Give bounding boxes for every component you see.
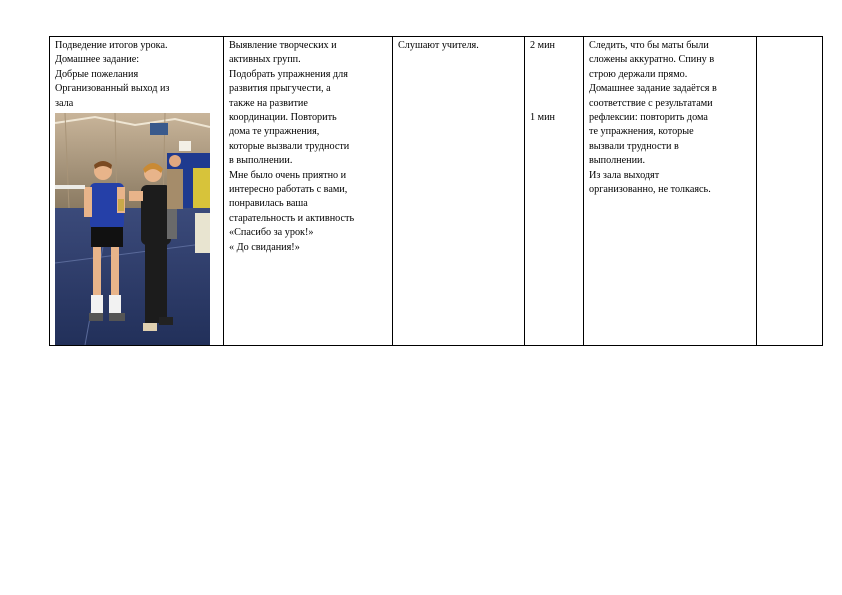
teacher-activity-line: « До свидания!» <box>229 241 300 253</box>
teacher-activity-line: дома те упражнения, <box>229 126 320 138</box>
student-activity-text: Слушают учителя. <box>398 40 479 51</box>
student-activity-cell <box>393 37 525 346</box>
notes-line: Из зала выходят <box>589 169 660 181</box>
teacher-activity-line: понравилась ваша <box>229 198 308 210</box>
lesson-plan-table <box>49 36 823 346</box>
teacher-activity-line: в выполнении. <box>229 155 293 167</box>
teacher-activity-line: Выявление творческих и <box>229 40 337 51</box>
notes-line: организованно, не толкаясь. <box>589 184 711 196</box>
teacher-activity-line: Подобрать упражнения для <box>229 68 348 80</box>
notes-line: рефлексии: повторить дома <box>589 112 708 124</box>
teacher-activity-line: также на развитие <box>229 97 308 109</box>
teacher-activity-cell <box>224 37 393 346</box>
notes-line: те упражнения, которые <box>589 126 694 138</box>
spacer <box>530 53 579 111</box>
table-row <box>50 37 823 346</box>
notes-line: вызвали трудности в <box>589 140 679 152</box>
stage-line: зала <box>55 97 74 109</box>
notes-cell <box>584 37 757 346</box>
teacher-activity-line: Мне было очень приятно и <box>229 169 347 181</box>
duration-first: 2 мин <box>530 40 555 51</box>
notes-line: выполнении. <box>589 155 646 167</box>
stage-cell <box>50 37 224 346</box>
teacher-activity-line: активных групп. <box>229 54 301 66</box>
duration-second: 1 мин <box>530 112 555 124</box>
notes-line: соответствие с результатами <box>589 97 713 109</box>
gym-award-photo <box>55 113 210 345</box>
extra-cell <box>757 37 823 346</box>
stage-line: Домашнее задание: <box>55 54 140 66</box>
notes-line: сложены аккуратно. Спину в <box>589 54 715 66</box>
teacher-activity-line: которые вызвали трудности <box>229 140 350 152</box>
notes-line: строю держали прямо. <box>589 68 688 80</box>
stage-line: Организованный выход из <box>55 83 170 95</box>
teacher-activity-line: интересно работать с вами, <box>229 184 348 196</box>
notes-line: Следить, что бы маты были <box>589 40 709 51</box>
duration-cell <box>525 37 584 346</box>
notes-line: Домашнее задание задаётся в <box>589 83 717 95</box>
stage-line: Подведение итогов урока. <box>55 40 168 51</box>
teacher-activity-line: развития прыгучести, а <box>229 83 331 95</box>
teacher-activity-line: «Спасибо за урок!» <box>229 227 314 239</box>
teacher-activity-line: старательность и активность <box>229 212 355 224</box>
stage-line: Добрые пожелания <box>55 68 139 80</box>
teacher-activity-line: координации. Повторить <box>229 112 337 124</box>
photo-illustration-icon <box>55 113 210 345</box>
